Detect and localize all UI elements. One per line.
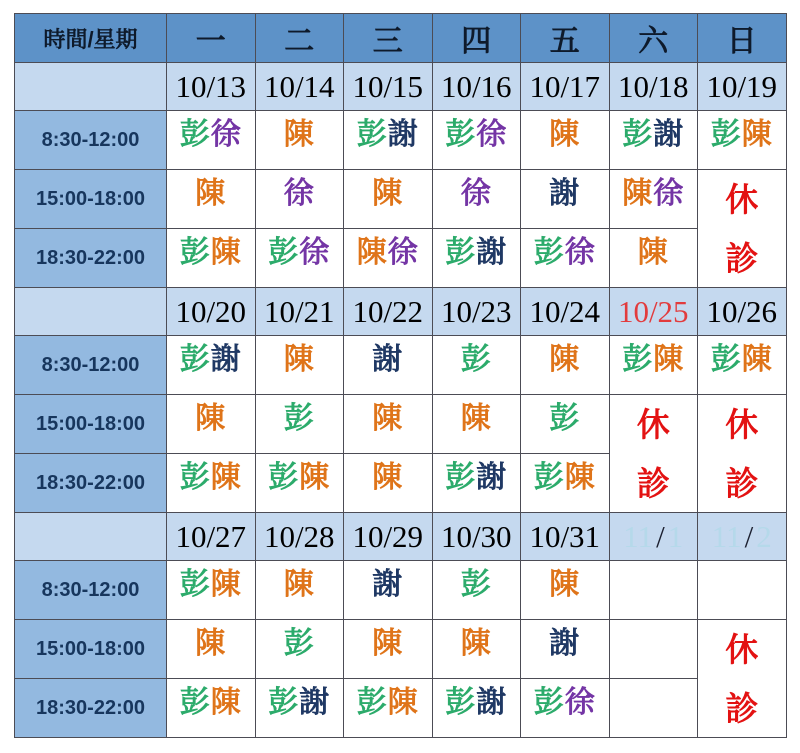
- doctor-name-char: 陳: [356, 236, 388, 269]
- doctor-name-char: 彭: [460, 343, 492, 376]
- doctor-name-char: 陳: [210, 461, 242, 494]
- time-label: 8:30-12:00: [15, 336, 167, 395]
- schedule-cell: [167, 336, 256, 395]
- schedule-cell: [521, 395, 610, 454]
- doctor-name-char: 陳: [460, 402, 492, 435]
- weekday-header-row: [15, 14, 787, 63]
- doctor-name-char: 謝: [299, 686, 331, 719]
- faint-date-digits: 1: [667, 519, 684, 554]
- schedule-row: [15, 229, 787, 288]
- schedule-cell: [521, 336, 610, 395]
- schedule-cell: [344, 229, 433, 288]
- doctor-name-char: 彭: [710, 343, 742, 376]
- schedule-cell: [609, 170, 698, 229]
- doctor-name-char: 陳: [299, 461, 331, 494]
- faint-date-digits: 11: [623, 519, 654, 554]
- day-header-4: 四: [432, 14, 521, 63]
- doctor-name-char: 陳: [549, 343, 581, 376]
- date-slash: /: [744, 519, 754, 554]
- doctor-name-char: 徐: [564, 686, 596, 719]
- schedule-cell: [432, 229, 521, 288]
- doctor-name-char: 陳: [372, 177, 404, 210]
- schedule-cell: [432, 620, 521, 679]
- date-row-week-2: [15, 288, 787, 336]
- schedule-cell: [255, 395, 344, 454]
- time-label: 15:00-18:00: [15, 395, 167, 454]
- doctor-name-char: 陳: [195, 627, 227, 660]
- doctor-name-char: 彭: [622, 118, 654, 151]
- faint-date-digits: 11: [711, 519, 742, 554]
- doctor-name-char: 陳: [387, 686, 419, 719]
- date-cell: 10/30: [432, 513, 521, 561]
- schedule-cell: [521, 170, 610, 229]
- closed-cell: [698, 170, 787, 288]
- schedule-cell: [255, 561, 344, 620]
- doctor-name-char: 陳: [283, 568, 315, 601]
- date-cell: 10/19: [698, 63, 787, 111]
- doctor-name-char: 陳: [460, 627, 492, 660]
- schedule-cell: [255, 336, 344, 395]
- doctor-name-char: 徐: [653, 177, 685, 210]
- doctor-name-char: 徐: [460, 177, 492, 210]
- schedule-cell: [698, 561, 787, 620]
- doctor-name-char: 彭: [445, 118, 477, 151]
- doctor-name-char: 謝: [549, 627, 581, 660]
- date-row-week-3: [15, 513, 787, 561]
- doctor-name-char: 陳: [283, 118, 315, 151]
- schedule-cell: [432, 454, 521, 513]
- date-cell: 10/18: [609, 63, 698, 111]
- schedule-cell: [432, 561, 521, 620]
- doctor-name-char: 謝: [387, 118, 419, 151]
- schedule-cell: [521, 111, 610, 170]
- schedule-cell: [609, 111, 698, 170]
- day-header-3: 三: [344, 14, 433, 63]
- schedule-row: [15, 336, 787, 395]
- time-label: 8:30-12:00: [15, 111, 167, 170]
- schedule-cell: [344, 395, 433, 454]
- doctor-name-char: 陳: [210, 568, 242, 601]
- closed-char: 休: [725, 630, 759, 668]
- doctor-name-char: 陳: [283, 343, 315, 376]
- doctor-name-char: 謝: [476, 461, 508, 494]
- doctor-name-char: 謝: [372, 568, 404, 601]
- closed-cell: [609, 395, 698, 513]
- doctor-name-char: 陳: [741, 343, 773, 376]
- schedule-cell: [344, 336, 433, 395]
- schedule-cell: [609, 679, 698, 738]
- schedule-cell: [698, 111, 787, 170]
- doctor-name-char: 陳: [210, 236, 242, 269]
- doctor-name-char: 彭: [268, 236, 300, 269]
- schedule-cell: [432, 679, 521, 738]
- doctor-name-char: 陳: [549, 568, 581, 601]
- doctor-name-char: 彭: [445, 686, 477, 719]
- schedule-cell: [698, 336, 787, 395]
- schedule-cell: [255, 229, 344, 288]
- doctor-name-char: 彭: [356, 118, 388, 151]
- date-slash: /: [656, 519, 665, 554]
- doctor-name-char: 彭: [445, 236, 477, 269]
- schedule-cell: [167, 229, 256, 288]
- time-label: 15:00-18:00: [15, 620, 167, 679]
- closed-char: 休: [725, 405, 759, 443]
- doctor-name-char: 謝: [549, 177, 581, 210]
- doctor-name-char: 陳: [195, 402, 227, 435]
- date-cell: 10/23: [432, 288, 521, 336]
- schedule-row: [15, 111, 787, 170]
- schedule-cell: [432, 336, 521, 395]
- corner-label: 時間/星期: [15, 14, 167, 63]
- doctor-name-char: 陳: [210, 686, 242, 719]
- doctor-name-char: 彭: [179, 686, 211, 719]
- faint-date-digits: 2: [756, 519, 772, 554]
- closed-char: 診: [725, 464, 759, 502]
- doctor-name-char: 彭: [268, 686, 300, 719]
- doctor-name-char: 彭: [179, 118, 211, 151]
- date-cell: [698, 513, 787, 561]
- date-cell: 10/28: [255, 513, 344, 561]
- day-header-6: 六: [609, 14, 698, 63]
- doctor-name-char: 徐: [564, 236, 596, 269]
- table-head: [15, 14, 787, 63]
- schedule-cell: [521, 454, 610, 513]
- doctor-name-char: 彭: [268, 461, 300, 494]
- doctor-name-char: 謝: [476, 236, 508, 269]
- day-header-2: 二: [255, 14, 344, 63]
- schedule-cell: [344, 620, 433, 679]
- schedule-cell: [167, 170, 256, 229]
- doctor-name-char: 陳: [622, 177, 654, 210]
- clinic-schedule-table: [14, 13, 787, 738]
- schedule-cell: [432, 395, 521, 454]
- doctor-name-char: 彭: [445, 461, 477, 494]
- schedule-cell: [167, 454, 256, 513]
- date-cell: 10/14: [255, 63, 344, 111]
- closed-char: 休: [725, 180, 759, 218]
- date-cell: 10/21: [255, 288, 344, 336]
- doctor-name-char: 彭: [533, 686, 565, 719]
- doctor-name-char: 彭: [710, 118, 742, 151]
- doctor-name-char: 彭: [460, 568, 492, 601]
- schedule-cell: [167, 561, 256, 620]
- day-header-5: 五: [521, 14, 610, 63]
- closed-char: 診: [636, 464, 670, 502]
- time-label: 15:00-18:00: [15, 170, 167, 229]
- doctor-name-char: 謝: [372, 343, 404, 376]
- doctor-name-char: 彭: [283, 402, 315, 435]
- doctor-name-char: 徐: [283, 177, 315, 210]
- doctor-name-char: 陳: [564, 461, 596, 494]
- date-cell: 10/17: [521, 63, 610, 111]
- date-row-spacer: [15, 288, 167, 336]
- schedule-cell: [344, 454, 433, 513]
- doctor-name-char: 陳: [549, 118, 581, 151]
- schedule-cell: [255, 620, 344, 679]
- date-cell: 10/27: [167, 513, 256, 561]
- closed-char: 休: [636, 405, 670, 443]
- date-cell: 10/26: [698, 288, 787, 336]
- schedule-cell: [521, 229, 610, 288]
- schedule-cell: [344, 561, 433, 620]
- date-row-spacer: [15, 63, 167, 111]
- doctor-name-char: 徐: [299, 236, 331, 269]
- schedule-cell: [521, 620, 610, 679]
- date-cell: 10/29: [344, 513, 433, 561]
- doctor-name-char: 彭: [179, 568, 211, 601]
- time-label: 18:30-22:00: [15, 454, 167, 513]
- doctor-name-char: 彭: [549, 402, 581, 435]
- day-header-7: 日: [698, 14, 787, 63]
- schedule-cell: [167, 111, 256, 170]
- doctor-name-char: 陳: [653, 343, 685, 376]
- date-cell: 10/22: [344, 288, 433, 336]
- schedule-cell: [521, 561, 610, 620]
- doctor-name-char: 彭: [533, 461, 565, 494]
- time-label: 8:30-12:00: [15, 561, 167, 620]
- schedule-cell: [609, 229, 698, 288]
- date-cell: 10/16: [432, 63, 521, 111]
- schedule-cell: [609, 336, 698, 395]
- day-header-1: 一: [167, 14, 256, 63]
- date-row-week-1: [15, 63, 787, 111]
- doctor-name-char: 陳: [195, 177, 227, 210]
- doctor-name-char: 陳: [372, 461, 404, 494]
- schedule-cell: [344, 111, 433, 170]
- date-cell: 10/20: [167, 288, 256, 336]
- doctor-name-char: 彭: [179, 461, 211, 494]
- schedule-row: [15, 395, 787, 454]
- schedule-cell: [609, 561, 698, 620]
- doctor-name-char: 彭: [533, 236, 565, 269]
- schedule-cell: [167, 679, 256, 738]
- schedule-cell: [344, 170, 433, 229]
- doctor-name-char: 陳: [372, 402, 404, 435]
- doctor-name-char: 徐: [476, 118, 508, 151]
- schedule-cell: [609, 620, 698, 679]
- doctor-name-char: 彭: [179, 236, 211, 269]
- date-cell: 10/13: [167, 63, 256, 111]
- doctor-name-char: 彭: [356, 686, 388, 719]
- doctor-name-char: 陳: [741, 118, 773, 151]
- schedule-cell: [432, 170, 521, 229]
- time-label: 18:30-22:00: [15, 679, 167, 738]
- schedule-cell: [255, 679, 344, 738]
- table-body: [15, 63, 787, 738]
- doctor-name-char: 徐: [210, 118, 242, 151]
- doctor-name-char: 謝: [653, 118, 685, 151]
- schedule-row: [15, 170, 787, 229]
- date-cell: 10/15: [344, 63, 433, 111]
- schedule-cell: [167, 620, 256, 679]
- schedule-cell: [255, 111, 344, 170]
- time-label: 18:30-22:00: [15, 229, 167, 288]
- schedule-cell: [255, 454, 344, 513]
- schedule-cell: [521, 679, 610, 738]
- schedule-row: [15, 679, 787, 738]
- schedule-row: [15, 561, 787, 620]
- date-cell: 10/25: [609, 288, 698, 336]
- doctor-name-char: 陳: [637, 236, 669, 269]
- doctor-name-char: 彭: [179, 343, 211, 376]
- date-cell: [609, 513, 698, 561]
- doctor-name-char: 彭: [622, 343, 654, 376]
- closed-cell: [698, 395, 787, 513]
- doctor-name-char: 陳: [372, 627, 404, 660]
- schedule-cell: [255, 170, 344, 229]
- date-cell: 10/24: [521, 288, 610, 336]
- doctor-name-char: 徐: [387, 236, 419, 269]
- schedule-row: [15, 620, 787, 679]
- doctor-name-char: 謝: [210, 343, 242, 376]
- date-row-spacer: [15, 513, 167, 561]
- doctor-name-char: 彭: [283, 627, 315, 660]
- schedule-cell: [344, 679, 433, 738]
- closed-cell: [698, 620, 787, 738]
- closed-char: 診: [725, 239, 759, 277]
- schedule-cell: [432, 111, 521, 170]
- closed-char: 診: [725, 689, 759, 727]
- doctor-name-char: 謝: [476, 686, 508, 719]
- date-cell: 10/31: [521, 513, 610, 561]
- schedule-cell: [167, 395, 256, 454]
